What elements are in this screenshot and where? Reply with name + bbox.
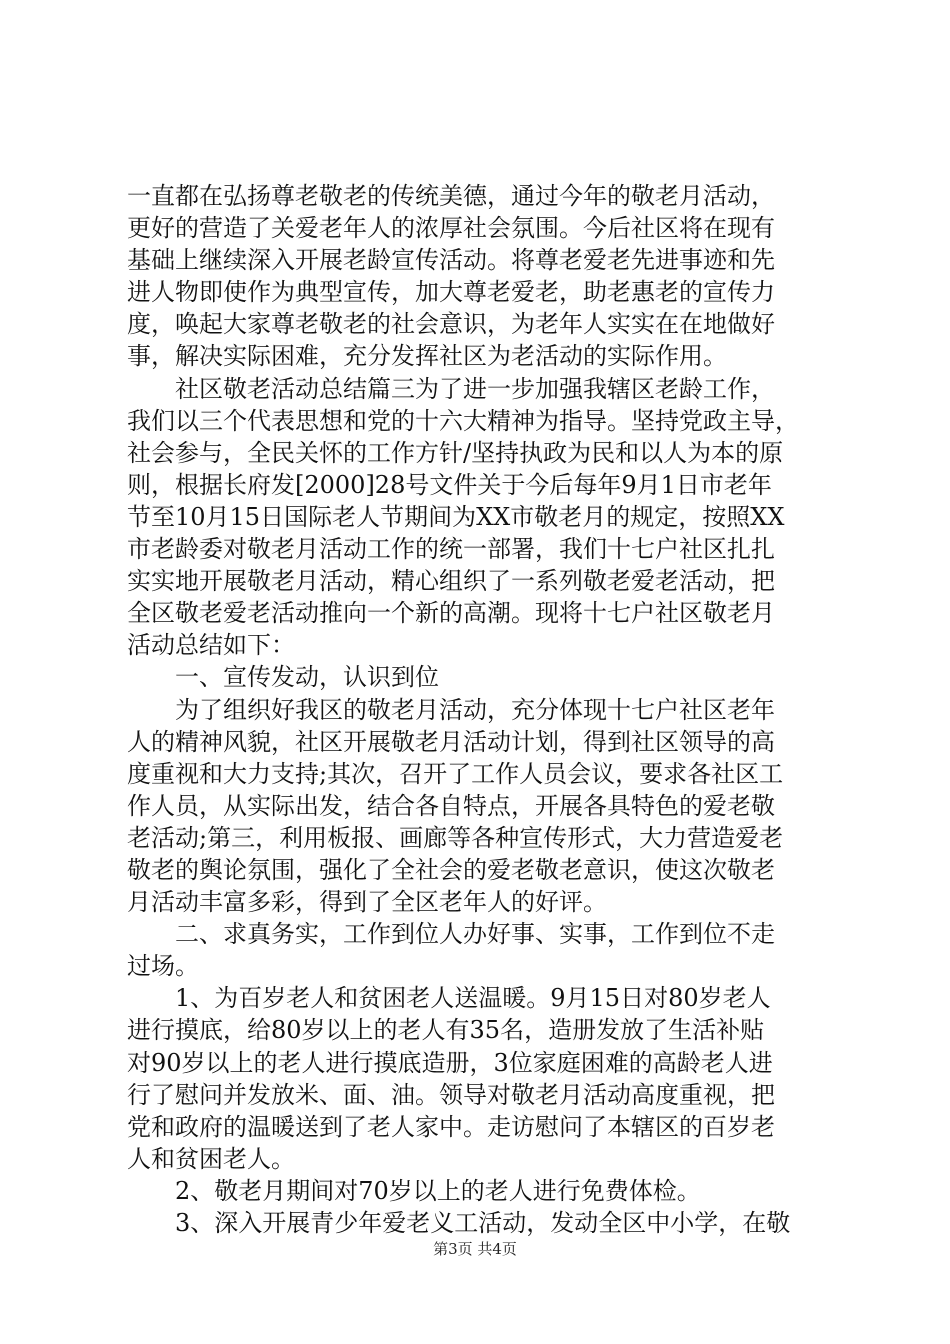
text-line: 二、求真务实，工作到位人办好事、实事，工作到位不走 — [127, 920, 775, 949]
text-line: 事，解决实际困难，充分发挥社区为老活动的实际作用。 — [127, 342, 727, 371]
text-line: 则，根据长府发[2000]28号文件关于今后每年9月1日市老年 — [127, 470, 772, 499]
text-line: 更好的营造了关爱老年人的浓厚社会氛围。今后社区将在现有 — [127, 214, 775, 243]
text-line: 实实地开展敬老月活动，精心组织了一系列敬老爱老活动，把 — [127, 567, 775, 596]
text-line: 作人员，从实际出发，结合各自特点，开展各具特色的爱老敬 — [127, 791, 775, 820]
text-line: 一、宣传发动，认识到位 — [127, 663, 439, 692]
text-line: 3、深入开展青少年爱老义工活动，发动全区中小学，在敬 — [127, 1209, 791, 1237]
text-line: 活动总结如下： — [127, 631, 295, 660]
text-line: 老活动;第三，利用板报、画廊等各种宣传形式，大力营造爱老 — [127, 823, 784, 852]
page-footer: 第3页 共4页 — [433, 1240, 517, 1258]
text-line: 党和政府的温暖送到了老人家中。走访慰问了本辖区的百岁老 — [127, 1112, 775, 1141]
text-line: 为了组织好我区的敬老月活动，充分体现十七户社区老年 — [127, 695, 775, 724]
text-line: 节至10月15日国际老人节期间为XX市敬老月的规定，按照XX — [127, 502, 785, 531]
text-line: 社区敬老活动总结篇三为了进一步加强我辖区老龄工作， — [127, 374, 775, 403]
text-line: 月活动丰富多彩，得到了全区老年人的好评。 — [127, 888, 607, 917]
text-line: 基础上继续深入开展老龄宣传活动。将尊老爱老先进事迹和先 — [127, 246, 775, 275]
text-line: 度，唤起大家尊老敬老的社会意识，为老年人实实在在地做好 — [127, 310, 775, 339]
document-body — [127, 180, 835, 1239]
text-line: 敬老的舆论氛围，强化了全社会的爱老敬老意识，使这次敬老 — [127, 855, 775, 884]
text-line: 市老龄委对敬老月活动工作的统一部署，我们十七户社区扎扎 — [127, 535, 775, 564]
text-line: 行了慰问并发放米、面、油。领导对敬老月活动高度重视，把 — [127, 1080, 775, 1109]
text-line: 度重视和大力支持;其次，召开了工作人员会议，要求各社区工 — [127, 759, 784, 788]
text-line: 过场。 — [127, 952, 199, 981]
text-line: 一直都在弘扬尊老敬老的传统美德，通过今年的敬老月活动， — [127, 182, 775, 210]
text-line: 社会参与，全民关怀的工作方针/坚持执政为民和以人为本的原 — [127, 438, 784, 467]
text-line: 1、为百岁老人和贫困老人送温暖。9月15日对80岁老人 — [127, 984, 771, 1013]
text-line: 我们以三个代表思想和党的十六大精神为指导。坚持党政主导， — [127, 406, 799, 435]
text-line: 对90岁以上的老人进行摸底造册，3位家庭困难的高龄老人进 — [127, 1048, 773, 1077]
text-line: 全区敬老爱老活动推向一个新的高潮。现将十七户社区敬老月 — [127, 599, 775, 628]
text-line: 进行摸底，给80岁以上的老人有35名，造册发放了生活补贴 — [127, 1016, 765, 1045]
text-line: 进人物即使作为典型宣传，加大尊老爱老，助老惠老的宣传力 — [127, 278, 775, 307]
text-line: 人和贫困老人。 — [127, 1144, 295, 1173]
text-line: 人的精神风貌，社区开展敬老月活动计划，得到社区领导的高 — [127, 727, 775, 756]
text-line: 2、敬老月期间对70岁以上的老人进行免费体检。 — [127, 1176, 701, 1205]
